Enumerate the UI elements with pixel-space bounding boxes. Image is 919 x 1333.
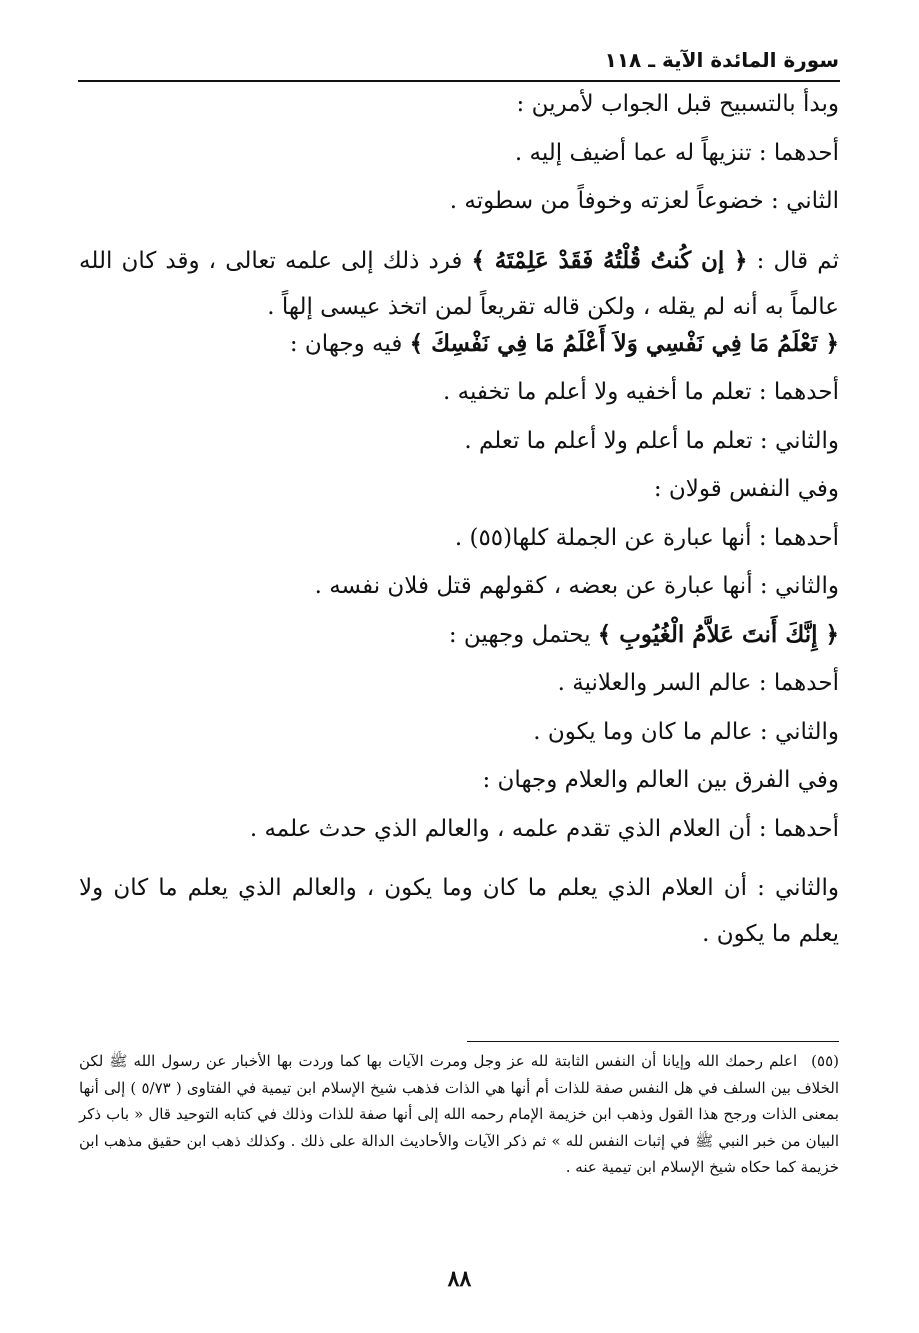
quran-paragraph-3 <box>79 620 839 648</box>
quran-quote: ﴿ إِنَّكَ أَنتَ عَلاَّمُ الْغُيُوبِ ﴾ <box>597 620 839 648</box>
text-line: الثاني : خضوعاً لعزته وخوفاً من سطوته . <box>449 188 839 214</box>
text-line: أحدهما : تنزيهاً له عما أضيف إليه . <box>514 139 839 166</box>
text-span: فيه وجهان : <box>289 330 410 357</box>
text-line: وفي النفس قولان : <box>653 476 839 502</box>
footnote-text: اعلم رحمك الله وإيانا أن النفس الثابتة لله عز وجل ومرت الآيات بها كما وردت بها الأخبار عن رسول الله ﷺ لكن الخلاف بين السلف في هل النفس صفة للذات أم أنها هي الذات فذهب شيخ الإسلام ابن تيمية في الفتاوى ( ٥/٧٣ ) إلى أنها بمعنى الذات ورجح هذا القول وذهب ابن خزيمة الإمام رحمه الله إلى أنها صفة للذات وذلك في كتابه التوحيد قال « باب ذكر البيان من خبر النبي ﷺ في إثبات النفس لله » ثم ذكر الآيات والأحاديث الدالة على ذلك . وكذلك ذهب ابن حقيق مذهب ابن خزيمة كما حكاه شيخ الإسلام ابن تيمية عنه . <box>79 1052 840 1176</box>
text-line: والثاني : عالم ما كان وما يكون . <box>533 718 839 745</box>
footnote <box>79 1048 839 1181</box>
quran-paragraph-2 <box>79 329 839 357</box>
text-line: والثاني : أن العلام الذي يعلم ما كان وما يكون ، والعالم الذي يعلم ما كان ولا يعلم ما يكون . <box>79 875 839 947</box>
quran-quote: ﴿ تَعْلَمُ مَا فِي نَفْسِي وَلاَ أَعْلَمُ مَا فِي نَفْسِكَ ﴾ <box>409 329 839 357</box>
text-line: والثاني : أنها عبارة عن بعضه ، كقولهم قتل فلان نفسه . <box>314 573 839 599</box>
text-line: أحدهما : تعلم ما أخفيه ولا أعلم ما تخفيه . <box>443 379 839 405</box>
page-number: ٨٨ <box>447 1266 472 1292</box>
text-span: يحتمل وجهين : <box>448 621 598 648</box>
quran-paragraph-1 <box>79 238 839 330</box>
text-line: والثاني : تعلم ما أعلم ولا أعلم ما تعلم . <box>464 427 839 454</box>
quran-quote: ﴿ إن كُنتُ قُلْتُهُ فَقَدْ عَلِمْتَهُ ﴾ <box>471 246 748 274</box>
text-line: أحدهما : عالم السر والعلانية . <box>557 670 839 696</box>
header-rule <box>78 80 840 82</box>
text-span: ثم قال : <box>747 247 839 274</box>
text-span: فرد ذلك إلى علمه تعالى ، وقد كان الله عالماً به أنه لم يقله ، ولكن قاله تقريعاً لمن اتخذ عيسى إلهاً . <box>79 247 839 320</box>
text-line: أحدهما : أنها عبارة عن الجملة كلها(٥٥) . <box>454 524 839 551</box>
text-line: وفي الفرق بين العالم والعلام وجهان : <box>482 767 839 793</box>
running-header: سورة المائدة الآية ـ ١١٨ <box>604 48 839 72</box>
text-line: أحدهما : أن العلام الذي تقدم علمه ، والعالم الذي حدث علمه . <box>249 815 839 842</box>
text-line: وبدأ بالتسبيح قبل الجواب لأمرين : <box>516 91 839 117</box>
main-text <box>79 92 839 982</box>
footnote-rule <box>467 1041 839 1042</box>
footnote-number: (٥٥) <box>811 1052 839 1070</box>
